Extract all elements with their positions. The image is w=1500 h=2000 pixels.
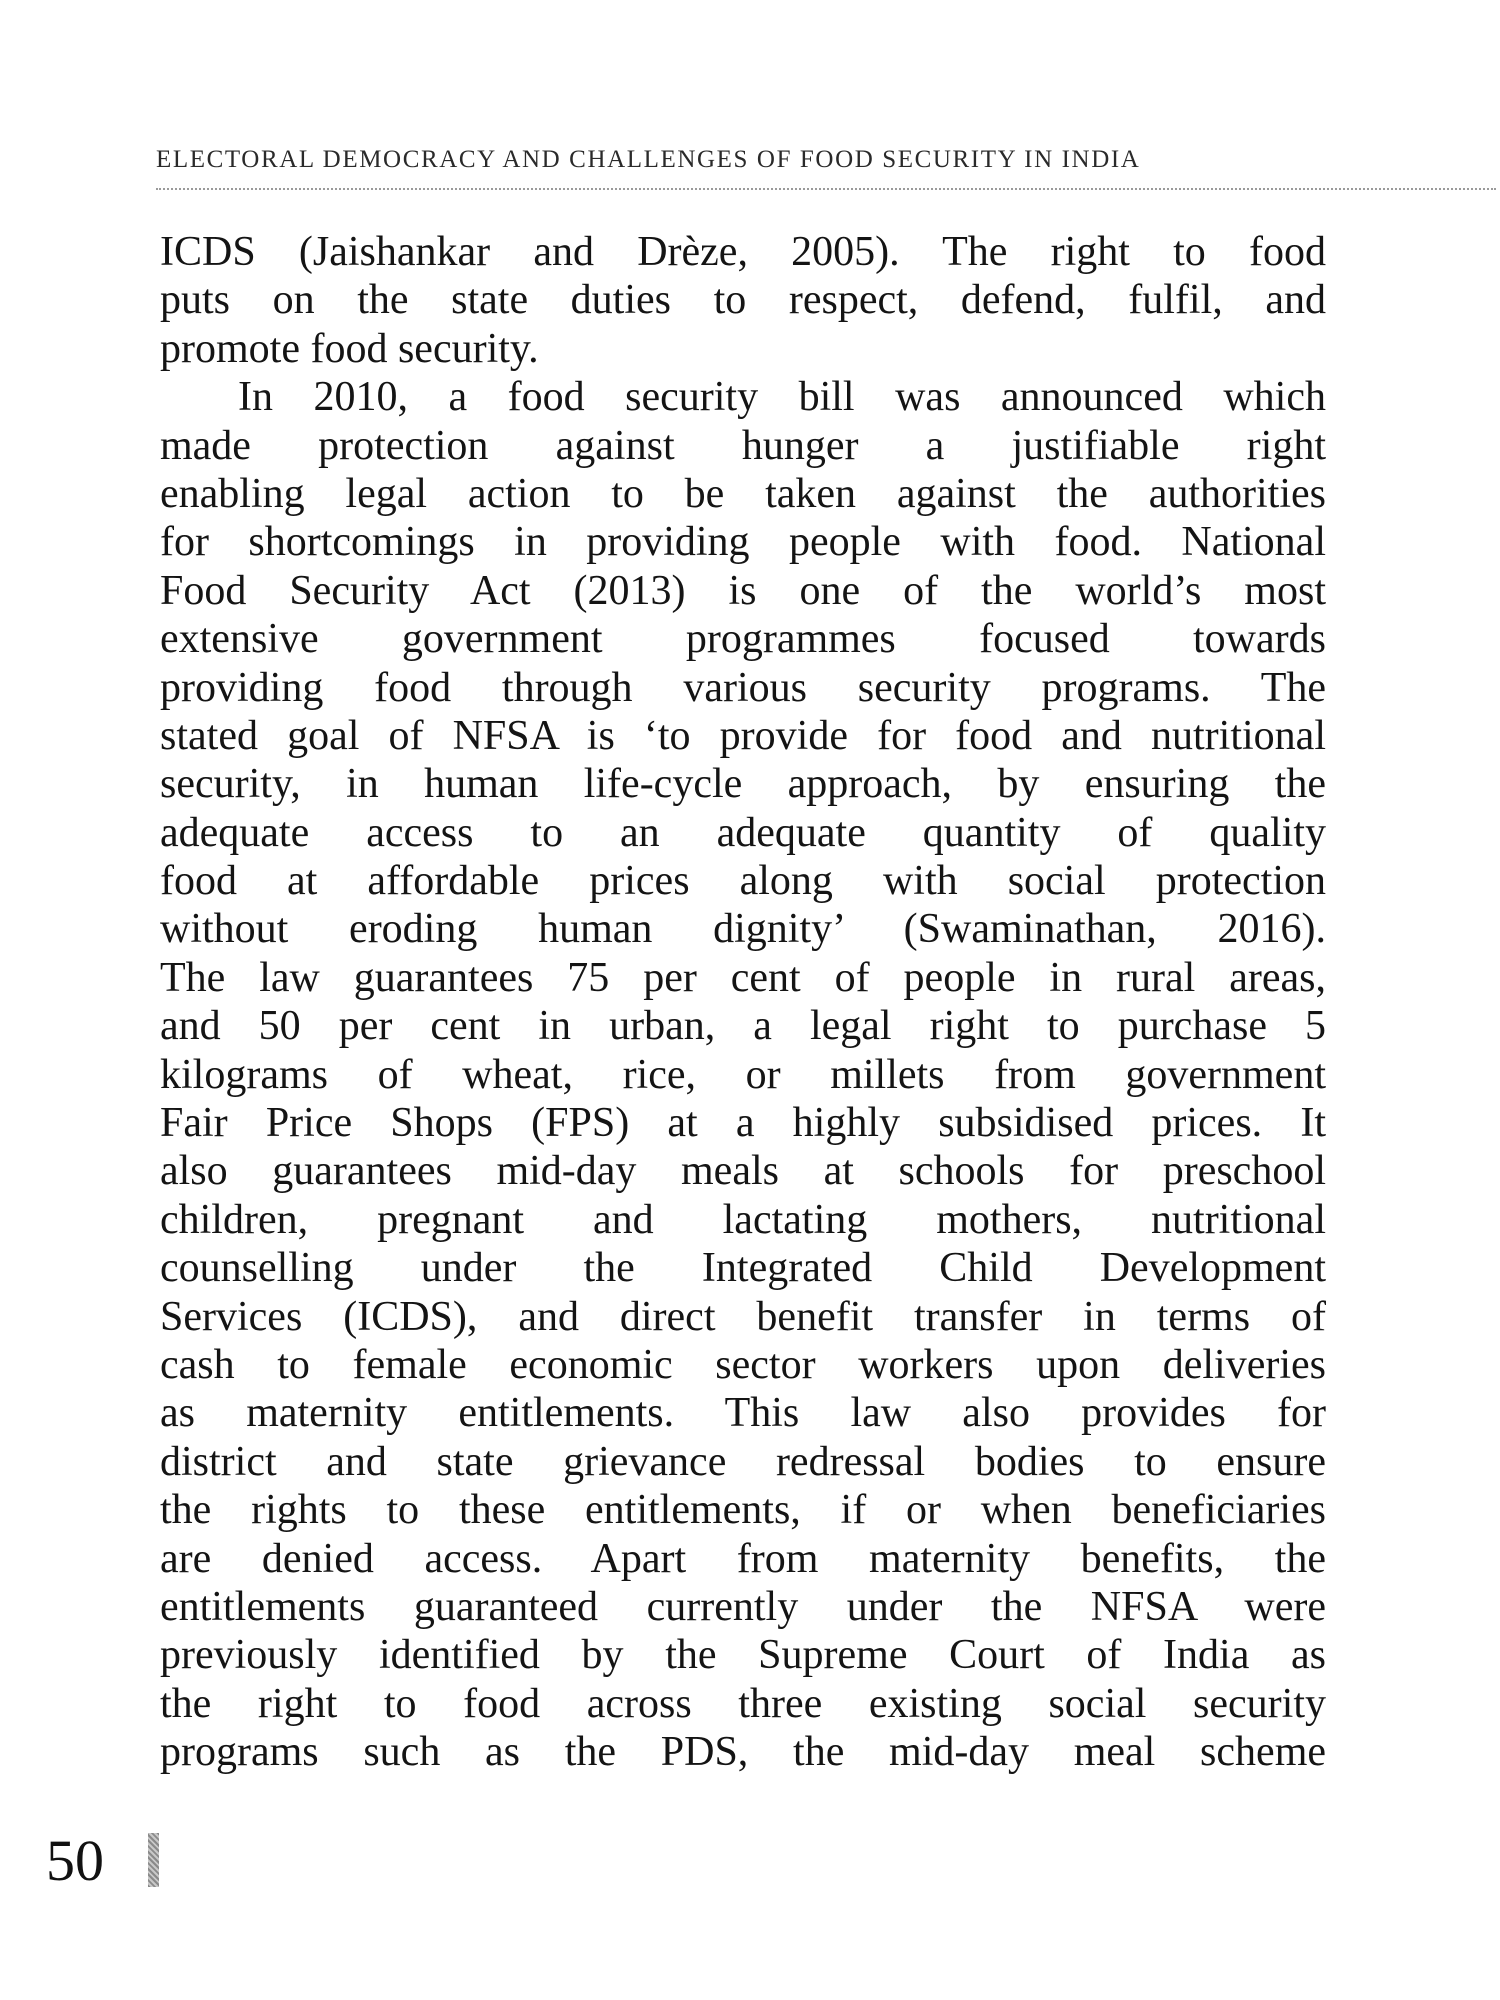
text-line: previously identified by the Supreme Court of India as — [160, 1632, 1326, 1679]
text-line: programs such as the PDS, the mid-day meal scheme — [160, 1729, 1326, 1776]
text-line: stated goal of NFSA is ‘to provide for food and nutritional — [160, 712, 1326, 759]
header-rule — [156, 188, 1496, 190]
folio-bar-ornament — [148, 1833, 159, 1887]
running-head: ELECTORAL DEMOCRACY AND CHALLENGES OF FOOD SECURITY IN INDIA — [156, 146, 1141, 173]
text-line: as maternity entitlements. This law also provides for — [160, 1390, 1326, 1437]
text-line: counselling under the Integrated Child Development — [160, 1245, 1326, 1292]
text-line: promote food security. — [160, 325, 539, 372]
text-line: for shortcomings in providing people with food. National — [160, 519, 1326, 566]
text-line: kilograms of wheat, rice, or millets from government — [160, 1051, 1326, 1098]
text-line: Food Security Act (2013) is one of the world’s most — [160, 567, 1326, 614]
text-line: the right to food across three existing social security — [160, 1680, 1326, 1727]
text-line: In 2010, a food security bill was announced which — [238, 374, 1326, 421]
text-line: Fair Price Shops (FPS) at a highly subsidised prices. It — [160, 1100, 1326, 1147]
text-line: ICDS (Jaishankar and Drèze, 2005). The right to food — [160, 229, 1326, 275]
text-line: providing food through various security programs. The — [160, 664, 1326, 711]
text-line: puts on the state duties to respect, defend, fulfil, and — [160, 277, 1326, 324]
page-number: 50 — [46, 1828, 104, 1893]
text-line: are denied access. Apart from maternity benefits, the — [160, 1535, 1326, 1582]
text-line: the rights to these entitlements, if or when beneficiaries — [160, 1487, 1326, 1534]
text-line: enabling legal action to be taken against the authorities — [160, 470, 1326, 517]
body-text — [160, 228, 1326, 1777]
text-line: made protection against hunger a justifiable right — [160, 422, 1326, 469]
text-line: cash to female economic sector workers upon deliveries — [160, 1341, 1326, 1388]
text-line: children, pregnant and lactating mothers, nutritional — [160, 1196, 1326, 1243]
text-line: and 50 per cent in urban, a legal right to purchase 5 — [160, 1003, 1326, 1050]
text-line: security, in human life-cycle approach, by ensuring the — [160, 761, 1326, 808]
text-line: The law guarantees 75 per cent of people in rural areas, — [160, 954, 1326, 1001]
text-line: adequate access to an adequate quantity of quality — [160, 809, 1326, 856]
text-line: district and state grievance redressal bodies to ensure — [160, 1438, 1326, 1485]
text-line: without eroding human dignity’ (Swaminathan, 2016). — [160, 906, 1326, 953]
text-line: Services (ICDS), and direct benefit transfer in terms of — [160, 1293, 1326, 1340]
text-line: extensive government programmes focused towards — [160, 616, 1326, 663]
text-line: food at affordable prices along with social protection — [160, 858, 1326, 905]
text-line: also guarantees mid-day meals at schools for preschool — [160, 1148, 1326, 1195]
text-line: entitlements guaranteed currently under the NFSA were — [160, 1583, 1326, 1630]
